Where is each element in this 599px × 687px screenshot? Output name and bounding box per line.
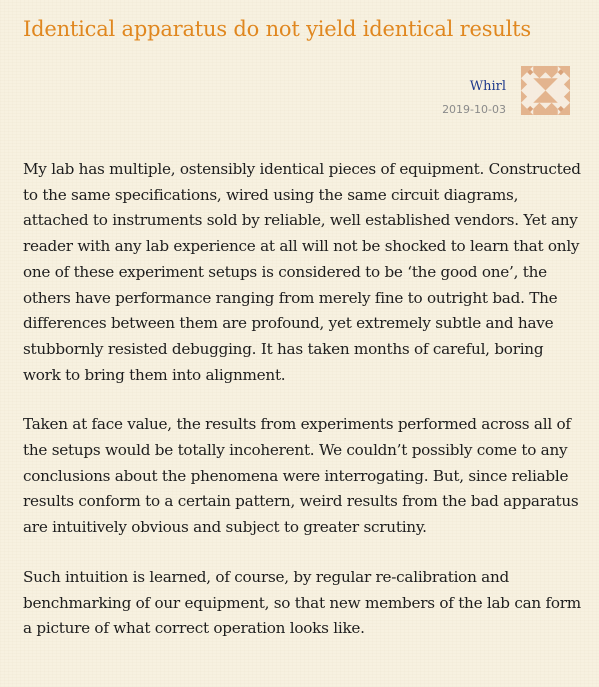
author-link[interactable]: Whirl — [469, 79, 506, 94]
post-paragraph: My lab has multiple, ostensibly identical pieces of equipment. Constructed to the same specifications, wired using the same circuit diagrams, attached to instruments sold by reliable, well established vendors. Yet any reader with any lab experience at all will not be shocked to learn that only one of these experiment setups is considered to be ‘the good one’, the others have performance ranging from merely fine to outright bad. The differences between them are profound, yet extremely subtle and have stubbornly resisted debugging. It has taken months of careful, boring work to bring them into alignment. — [23, 160, 581, 384]
byline — [442, 79, 506, 117]
post-title: Identical apparatus do not yield identical results — [23, 17, 531, 41]
post-date: 2019-10-03 — [442, 103, 506, 116]
author-avatar[interactable] — [521, 66, 570, 115]
post-paragraph: Such intuition is learned, of course, by regular re-calibration and benchmarking of our equipment, so that new members of the lab can form a picture of what correct operation looks like. — [23, 567, 581, 638]
post-body — [23, 157, 581, 666]
post-paragraph: Taken at face value, the results from experiments performed across all of the setups would be totally incoherent. We couldn’t possibly come to any conclusions about the phenomena were interrogating. But, since reliable results conform to a certain pattern, weird results from the bad apparatus are intuitively obvious and subject to greater scrutiny. — [23, 415, 579, 537]
identicon-icon — [521, 66, 570, 115]
